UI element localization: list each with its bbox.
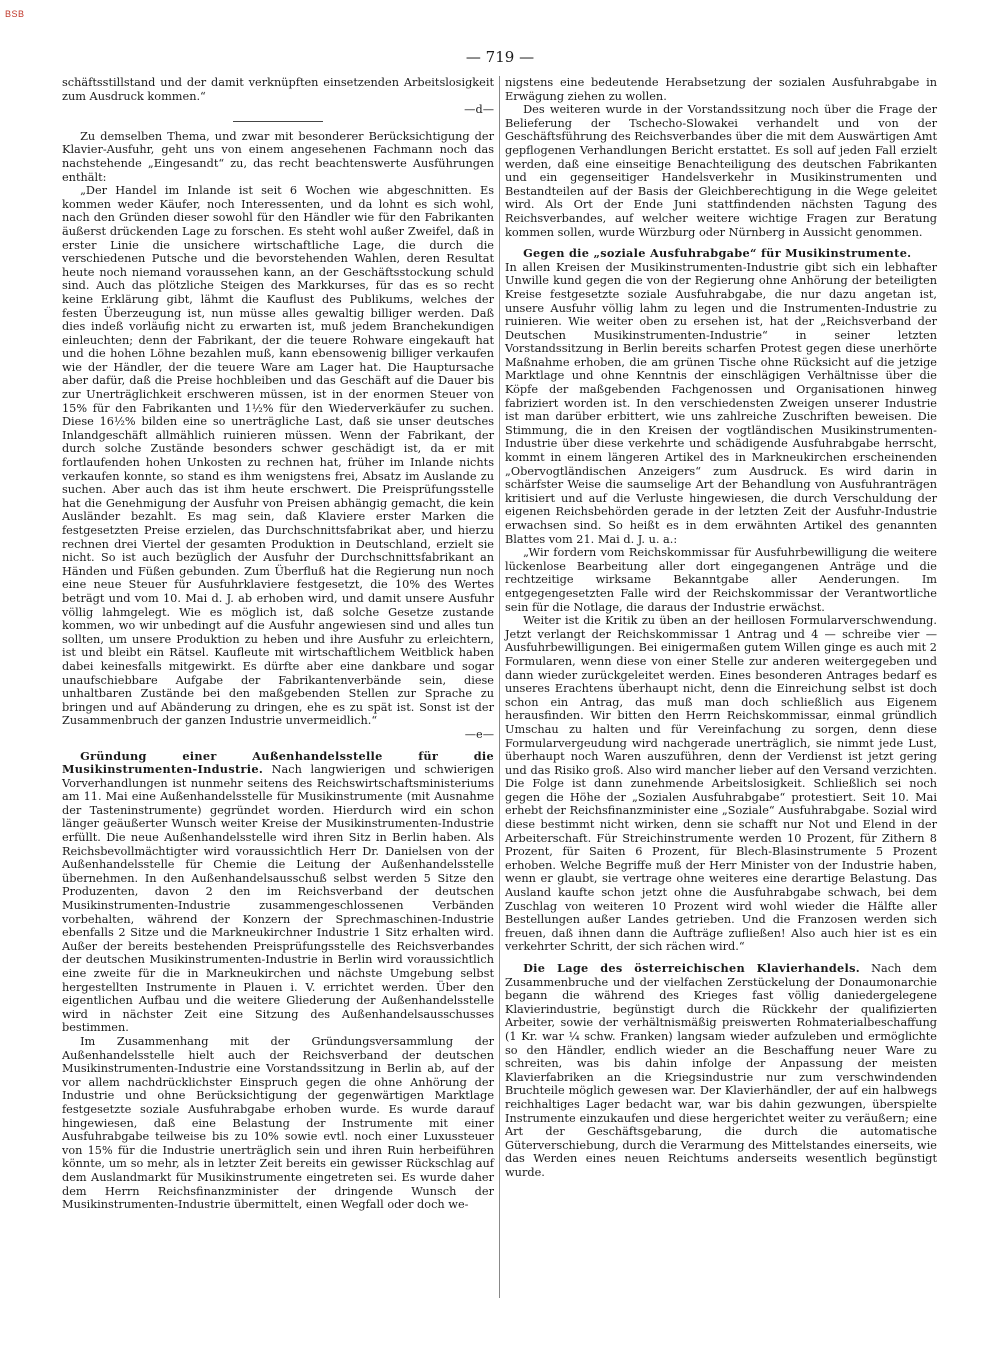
library-stamp: BSB <box>5 9 25 19</box>
section-heading: Gegen die „soziale Ausfuhrabgabe“ für Musikinstrumente. <box>523 246 912 261</box>
section-heading: Die Lage des österreichischen Klavierhandels. <box>523 961 861 975</box>
paragraph: In allen Kreisen der Musikinstrumenten-Industrie gibt sich ein lebhafter Unwille kund gegen die von der Regierung ohne Anhörung der beteiligten Kreise festgesetzte soziale Ausfuhrabgabe, die nur dazu angetan ist, unsere Ausfuhr völlig lahm zu legen und die Instrumenten-Industrie zu ruinieren. Wie weiter oben zu ersehen ist, hat der „Reichsverband der Deutschen Musikinstrumenten-Industrie“ in seiner letzten Vorstandssitzung in Berlin bereits scharfen Protest gegen diese unerhörte Maßnahme erhoben, die am grünen Tische ohne Rücksicht auf die jetzige Marktlage und ohne Kenntnis der einschlägigen Verhältnisse über die Köpfe der maßgebenden Fachgenossen und Organisationen hinweg fabriziert worden ist. In den verschiedensten Zweigen unserer Industrie ist man darüber erbittert, wie uns zahlreiche Zuschriften beweisen. Die Stimmung, die in den Kreisen der vogtländischen Musikinstrumenten-Industrie über diese verkehrte und schädigende Ausfuhrabgabe herrscht, kommt in einem längeren Artikel des in Markneukirchen erscheinenden „Obervogtländischen Anzeigers“ zum Ausdruck. Es wird darin in schärfster Weise die saumselige Art der Behandlung von Ausfuhranträgen kritisiert und auf die Verluste hingewiesen, die durch Verschuldung der eigenen Reichsbehörden gerade in der letzten Zeit der Ausfuhr-Industrie erwachsen sind. So heißt es in dem erwähnten Artikel des genannten Blattes vom 21. Mai d. J. u. a.: <box>505 260 937 546</box>
paragraph: nigstens eine bedeutende Herabsetzung der sozialen Ausfuhrabgabe in Erwägung ziehen zu wollen. <box>505 76 937 103</box>
column-divider <box>499 76 500 1298</box>
paragraph: Nach dem Zusammenbruche und der vielfachen Zerstückelung der Donaumonarchie begann die während des Krieges fast völlig daniedergelegene Klavierindustrie, begünstigt durch die Rückkehr der qualifizierten Arbeiter, sowie der verhältnismäßig preiswerten Rohmaterialbeschaffung (1 Kr. war ¼ schw. Franken) langsam wieder aufzuleben und ermöglichte so den Händler, endlich wieder an die Beschaffung neuer Ware zu schreiten, was bis dahin infolge der Anpassung der meisten Klavierfabriken an die Kriegsindustrie nur zum verschwindenden Bruchteile möglich gewesen war. Der Klavierhändler, der auf ein halbwegs reichhaltiges Lager bedacht war, war bis dahin gezwungen, überspielte Instrumente einzukaufen und diese hergerichtet weiter zu veräußern; eine Art der Geschäftsgebarung, die durch die automatische Güterverschiebung, durch die Verarmung des Mittelstandes einerseits, wie das Werden eines neuen Reichtums anderseits wesentlich begünstigt wurde. <box>505 962 937 1179</box>
quoted-article: „Wir fordern vom Reichskommissar für Ausfuhrbewilligung die weitere lückenlose Bearbeitung aller dort eingegangenen Anträge und die rechtzeitige wirksame Bekanntgabe aller Aenderungen. Im entgegengesetzten Falle wird der Reichskommissar der Verantwortliche sein für die Notlage, die daraus der Industrie erwächst. <box>505 546 937 614</box>
paragraph: Zu demselben Thema, und zwar mit besonderer Berücksichtigung der Klavier-Ausfuhr, geht uns von einem angesehenen Fachmann noch das nachstehende „Eingesandt“ zu, das recht beachtenswerte Ausführungen enthält: <box>62 129 494 184</box>
signature: —d— <box>464 103 494 117</box>
paragraph: schäftsstillstand und der damit verknüpften einsetzenden Arbeitslosigkeit zum Ausdruck kommen.“ <box>62 76 494 103</box>
paragraph: Weiter ist die Kritik zu üben an der heillosen Formularverschwendung. Jetzt verlangt der Reichskommissar 1 Antrag und 4 — schreibe vier — Ausfuhrbewilligungen. Bei einigermaßen gutem Willen ginge es auch mit 2 Formularen, wenn diese von einer Stelle zur anderen weitergegeben und dann wieder zurückgeleitet werden. Eines besonderen Antrages bedarf es unseres Erachtens überhaupt nicht, denn die Einreichung selbst ist doch schon ein Antrag, das muß man doch schließlich aus Eigenem herausfinden. Wir bitten den Herrn Reichskommissar, einmal gründlich Umschau zu halten und für Vereinfachung zu sorgen, denn diese Formularvergeudung wird nachgerade unerträglich, sie nimmt jede Lust, überhaupt noch Waren auszuführen, denn der Verdienst ist jetzt gering und das Risiko groß. Also wird mancher lieber auf den Versand verzichten. Die Folge ist dann zunehmende Arbeitslosigkeit. Schließlich sei noch gegen die Höhe der „Sozialen Ausfuhrabgabe“ protestiert. Seit 10. Mai erhebt der Reichsfinanzminister eine „Soziale“ Ausfuhrabgabe. Sozial wird diese bestimmt nicht wirken, denn sie schafft nur Not und Elend in der Arbeiterschaft. Für Streichinstrumente werden 10 Prozent, für Zithern 8 Prozent, für Saiten 6 Prozent, für Blech-Blasinstrumente 5 Prozent erhoben. Welche Begriffe muß der Herr Minister von der Industrie haben, wenn er glaubt, sie vertrage ohne weiteres eine derartige Belastung. Das Ausland kaufte schon jetzt ohne die Ausfuhrabgabe schwach, bei dem Zuschlag von weiteren 10 Prozent wird wohl wieder die Hälfte aller Bestellungen außer Landes getrieben. Und die Franzosen werden sich freuen, daß ihnen dann die Aufträge zufließen! Also auch hier ist es ein verkehrter Schritt, der sich rächen wird.“ <box>505 614 937 954</box>
quoted-submission: „Der Handel im Inlande ist seit 6 Wochen wie abgeschnitten. Es kommen weder Käufer, noch Interessenten, und da lohnt es sich wohl, nach den Gründen dieser sowohl für den Händler wie für den Fabrikanten äußerst drückenden Lage zu forschen. Es steht wohl außer Zweifel, daß in erster Linie die unsichere wirtschaftliche Lage, die durch die verschiedenen Putsche und die bevorstehenden Wahlen, deren Resultat heute noch niemand voraussehen kann, an der Geschäftsstockung schuld sind. Auch das plötzliche Steigen des Markkurses, für das es so recht keine Erklärung gibt, lähmt die Kauflust des Publikums, welches der festen Überzeugung ist, nun müsse alles gewaltig billiger werden. Daß dies indeß vorläufig nicht zu erwarten ist, muß jedem Branchekundigen einleuchten; denn der Fabrikant, der die teuere Rohware eingekauft hat und die hohen Löhne bezahlen muß, kann ebensowenig billiger verkaufen wie der Händler, der die teuere Ware am Lager hat. Die Hauptursache aber dafür, daß die Preise hochbleiben und das Geschäft auf die Dauer bis zur Unerträglichkeit erschweren müssen, ist in der enormen Steuer von 15% für den Fabrikanten und 1½% für den Wiederverkäufer zu suchen. Diese 16½% bilden eine so unerträgliche Last, daß sie unser deutsches Inlandgeschäft allmählich ruinieren müssen. Wenn der Fabrikant, der durch solche Zustände besonders schwer geschädigt ist, da er mit fortlaufenden hohen Unkosten zu rechnen hat, früher im Inlande nichts verkaufen konnte, so stand es ihm wenigstens frei, Absatz im Auslande zu suchen. Aber auch das ist ihm heute erschwert. Die Preisprüfungsstelle hat die Genehmigung der Ausfuhr von Preisen abhängig gemacht, die kein Ausländer bezahlt. Es mag sein, daß Klaviere erster Marken die festgesetzten Preise erzielen, das Durchschnittsfabrikat aber, und hierzu rechnen drei Viertel der gesamten Produktion in Deutschland, erzielt sie nicht. So ist auch bezüglich der Ausfuhr der Durchschnittsfabrikant an Händen und Füßen gebunden. Zum Überfluß hat die Regierung nun noch eine neue Steuer für Ausfuhrklaviere festgesetzt, die 10% des Wertes beträgt und vom 10. Mai d. J. ab erhoben wird, und damit unsere Ausfuhr völlig lahmgelegt. Wie es möglich ist, daß solche Gesetze zustande kommen, wo wir unbedingt auf die Ausfuhr angewiesen sind und alles tun sollten, um unsere Produktion zu heben und ihre Ausfuhr zu erleichtern, ist und bleibt ein Rätsel. Kaufleute mit wirtschaftlichem Weitblick haben dabei keinesfalls mitgewirkt. Es dürfte aber eine dankbare und sogar unaufschiebbare Aufgabe der Fabrikantenverbände sein, diese unhaltbaren Zustände bei den maßgebenden Stellen zur Sprache zu bringen und auf Abänderung zu dringen, ehe es zu spät ist. Sonst ist der Zusammenbruch der ganzen Industrie unvermeidlich.“ <box>62 184 494 728</box>
paragraph: Im Zusammenhang mit der Gründungsversammlung der Außenhandelsstelle hielt auch der Reichsverband der deutschen Musikinstrumenten-Industrie eine Vorstandssitzung in Berlin ab, auf der vor allem nachdrücklichster Einspruch gegen die ohne Anhörung der Industrie und ohne Berücksichtigung der gegenwärtigen Marktlage festgesetzte soziale Ausfuhrabgabe erhoben wurde. Es wurde darauf hingewiesen, daß eine Belastung der Instrumente mit einer Ausfuhrabgabe teilweise bis zu 10% sowie evtl. noch einer Luxussteuer von 15% für die Industrie unerträglich sein und ihren Ruin herbeiführen könnte, um so mehr, als in letzter Zeit bereits ein gewisser Rückschlag auf dem Auslandmarkt für Musikinstrumente eingetreten sei. Es wurde daher dem Herrn Reichsfinanzminister der dringende Wunsch der Musikinstrumenten-Industrie übermittelt, einen Wegfall oder doch we- <box>62 1034 494 1212</box>
page-number: — 719 — <box>465 48 535 66</box>
separator-rule <box>233 121 323 122</box>
section-heading: Gründung einer Außenhandelsstelle für die Musikinstrumenten-Industrie. <box>62 748 494 777</box>
left-column <box>62 76 494 1212</box>
paragraph: Nach langwierigen und schwierigen Vorverhandlungen ist nunmehr seitens des Reichswirtschaftsministeriums am 11. Mai eine Außenhandelsstelle für Musikinstrumente (mit Ausnahme der Tasteninstrumente) gegründet worden. Hierdurch wird ein schon länger geäußerter Wunsch weiter Kreise der Musikinstrumenten-Industrie erfüllt. Die neue Außenhandelsstelle wird ihren Sitz in Berlin haben. Als Reichsbevollmächtigter wird voraussichtlich Herr Dr. Danielsen von der Außenhandelsstelle für Chemie die Leitung der Außenhandelsstelle übernehmen. In den Außenhandelsausschuß selbst werden 5 Sitze den Produzenten, davon 2 den im Reichsverband der deutschen Musikinstrumenten-Industrie zusammengeschlossenen Verbänden vorbehalten, während der Konzern der Sprechmaschinen-Industrie ebenfalls 2 Sitze und die Markneukirchner Industrie 1 Sitz erhalten wird. Außer der bereits bestehenden Preisprüfungsstelle des Reichsverbandes der deutschen Musikinstrumenten-Industrie in Berlin wird voraussichtlich eine zweite für die in Markneukirchen und nächste Umgebung selbst hergestellten Instrumente in Plauen i. V. errichtet werden. Über den eigentlichen Aufbau und die weitere Gliederung der Außenhandelsstelle wird in nächster Zeit eine Sitzung des Außenhandelsausschusses bestimmen. <box>62 763 495 1035</box>
paragraph: Des weiteren wurde in der Vorstandssitzung noch über die Frage der Belieferung der Tschecho-Slowakei verhandelt und von der Geschäftsführung des Reichsverbandes über die mit dem Auswärtigen Amt gepflogenen Verhandlungen Bericht erstattet. Es soll auf jeden Fall erzielt werden, daß eine einseitige Benachteiligung des deutschen Fabrikanten und ein gegenseitiger Handelsverkehr in Musikinstrumenten und Bestandteilen auf der Basis der Gleichberechtigung in die Wege geleitet wird. Als Ort der Ende Juni stattfindenden nächsten Tagung des Reichsverbandes, auf welcher weitere wichtige Fragen zur Beratung kommen sollen, wurde Würzburg oder Nürnberg in Aussicht genommen. <box>505 103 937 239</box>
signature: —e— <box>464 727 494 741</box>
right-column <box>505 76 937 1180</box>
